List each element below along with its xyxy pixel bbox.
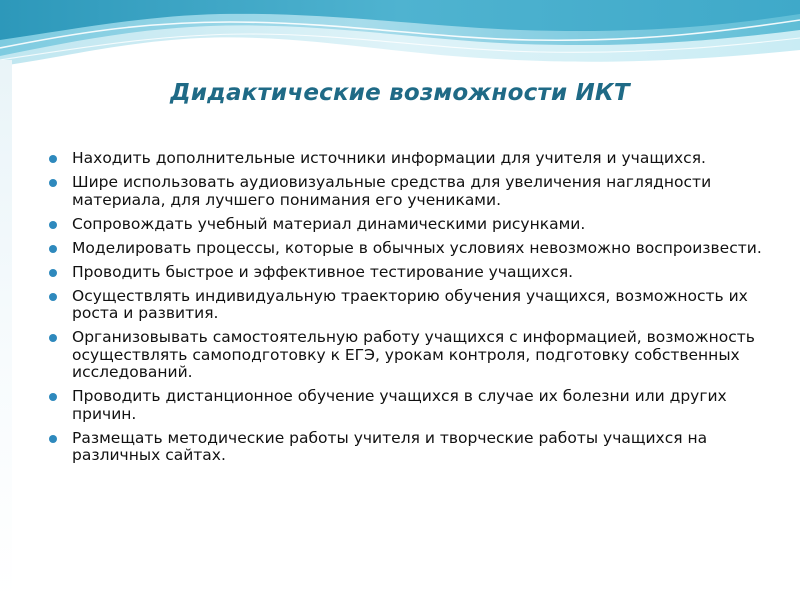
bullet-text: Моделировать процессы, которые в обычных условиях невозможно воспроизвести. <box>72 238 762 257</box>
slide-title: Дидактические возможности ИКТ <box>170 80 630 106</box>
bullet-dot-icon <box>49 334 57 342</box>
bullet-dot-icon <box>49 393 57 401</box>
bullet-dot-icon <box>49 155 57 163</box>
bullet-text: Шире использовать аудиовизуальные средства для увеличения наглядности материала, для лучшего понимания его учениками. <box>72 173 712 209</box>
bullet-dot-icon <box>49 245 57 253</box>
bullet-dot-icon <box>49 269 57 277</box>
bullet-text: Проводить дистанционное обучение учащихся в случае их болезни или других причин. <box>72 387 727 423</box>
bullet-item <box>48 388 778 423</box>
bullet-text: Осуществлять индивидуальную траекторию обучения учащихся, возможность их роста и развития. <box>72 286 748 322</box>
bullet-item <box>48 264 778 282</box>
bullet-list <box>48 150 778 471</box>
left-edge-decoration <box>0 60 12 600</box>
bullet-item <box>48 430 778 465</box>
bullet-text: Сопровождать учебный материал динамическими рисунками. <box>72 214 586 233</box>
bullet-dot-icon <box>49 435 57 443</box>
bullet-dot-icon <box>49 293 57 301</box>
bullet-item <box>48 288 778 323</box>
bullet-text: Проводить быстрое и эффективное тестирование учащихся. <box>72 262 574 281</box>
bullet-item <box>48 216 778 234</box>
bullet-item <box>48 174 778 209</box>
bullet-item <box>48 240 778 258</box>
bullet-text: Размещать методические работы учителя и творческие работы учащихся на различных сайтах. <box>72 428 708 464</box>
bullet-item <box>48 150 778 168</box>
bullet-item <box>48 329 778 382</box>
bullet-text: Организовывать самостоятельную работу учащихся с информацией, возможность осуществлять самоподготовку к ЕГЭ, урокам контроля, подготовку собственных исследований. <box>72 328 755 381</box>
bullet-dot-icon <box>49 221 57 229</box>
bullet-dot-icon <box>49 179 57 187</box>
bullet-text: Находить дополнительные источники информации для учителя и учащихся. <box>72 149 706 167</box>
